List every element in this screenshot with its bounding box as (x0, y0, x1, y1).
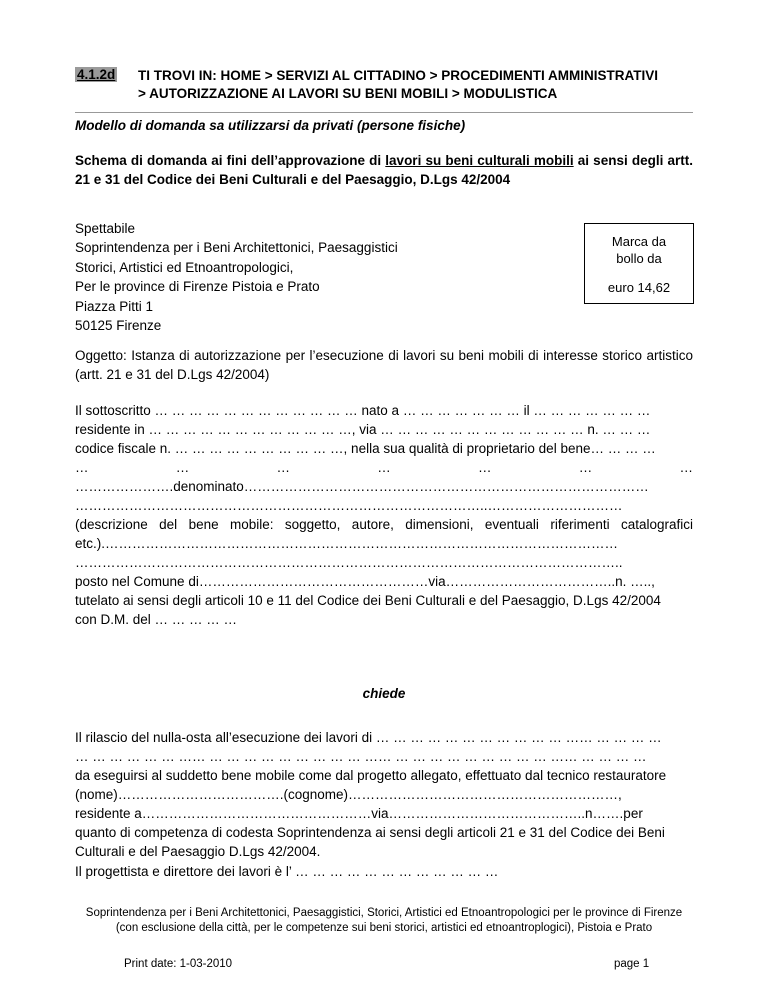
request-line: quanto di competenza di codesta Soprintendenza ai sensi degli articoli 21 e 31 del Codice dei Beni (75, 825, 665, 840)
section-code: 4.1.2d (77, 67, 116, 82)
revenue-stamp-box (584, 223, 694, 304)
address-line: Storici, Artistici ed Etnoantropologici, (75, 259, 294, 275)
body-line: ………………………………………………………………………………………………………….. (75, 555, 623, 570)
footer-line: (con esclusione della città, per le competenze sui beni storici, artistici ed etnoantroplogici), Pistoia e Prato (115, 922, 653, 934)
stamp-line: Marca da (611, 234, 667, 249)
body-paragraph: (descrizione del bene mobile: soggetto, autore, dimensioni, eventuali riferimenti catalografici etc.).…………………………………………………………………………………………………… (75, 517, 693, 551)
breadcrumb (138, 67, 698, 103)
request-line: (nome)……………………………….(cognome)……………………………………………………, (75, 787, 622, 802)
request-line: Culturali e del Paesaggio D.Lgs 42/2004. (75, 844, 321, 859)
address-line: Piazza Pitti 1 (75, 298, 154, 314)
address-line: Spettabile (75, 221, 136, 236)
form-subtitle: Modello di domanda sa utilizzarsi da privati (persone fisiche) (75, 118, 466, 133)
dots-cell: … (578, 460, 593, 475)
address-line: 50125 Firenze (75, 318, 162, 334)
body-line-dots (75, 458, 693, 477)
print-date: Print date: 1-03-2010 (124, 958, 233, 970)
body-line: ………………………………………………………………………………..………………………… (75, 498, 623, 513)
request-paragraph (75, 728, 693, 861)
schema-title-underlined: lavori su beni culturali mobili (385, 153, 574, 168)
request-line: da eseguirsi al suddetto bene mobile come dal progetto allegato, effettuato dal tecnico restauratore (75, 768, 667, 783)
applicant-details (75, 401, 693, 629)
dots-cell: … (75, 460, 89, 475)
schema-title (75, 151, 693, 189)
schema-title-part1: Schema di domanda ai fini dell’approvazione di (75, 153, 386, 168)
body-line: residente in … … … … … … … … … … … …, via … … … … … … … … … … … … n. … … … (75, 422, 651, 437)
address-line: Soprintendenza per i Beni Architettonici, Paesaggistici (75, 240, 398, 256)
dots-cell: … (679, 460, 693, 475)
dots-cell: … (478, 460, 492, 475)
oggetto-paragraph: Oggetto: Istanza di autorizzazione per l’esecuzione di lavori su beni mobili di interesse storico artistico (artt. 21 e 31 del D.Lgs 42/2004) (75, 348, 693, 382)
page-number: page 1 (614, 958, 650, 970)
dots-cell: … (276, 460, 290, 475)
body-line: ………………….denominato……………………………………………………………………………… (75, 479, 649, 494)
request-line: Il rilascio del nulla-osta all’esecuzione dei lavori di … … … … … … … … … … … …… … … … … (75, 730, 662, 745)
recipient-address (75, 219, 555, 335)
header-divider (75, 112, 693, 113)
address-line: Per le province di Firenze Pistoia e Prato (75, 279, 320, 295)
dots-cell: … (175, 460, 190, 475)
body-line: con D.M. del … … … … … (75, 612, 238, 627)
breadcrumb-line-1: TI TROVI IN: HOME > SERVIZI AL CITTADINO > PROCEDIMENTI AMMINISTRATIVI (138, 68, 659, 83)
body-line: posto nel Comune di……………………………………………via………………………………..n. ….., (75, 574, 655, 589)
body-line: codice fiscale n. … … … … … … … … … …, nella sua qualità di proprietario del bene… … … … (75, 441, 656, 456)
request-line: residente a……………………………………………via……………………………………..n…….per (75, 806, 643, 821)
page-footer (60, 906, 708, 936)
request-line: … … … … … … …… … … … … … … … … … …… … … … … … … … … … …… … … … … (75, 749, 647, 764)
body-line: tutelato ai sensi degli articoli 10 e 11 del Codice dei Beni Culturali e del Paesaggio, D.Lgs 42/2004 (75, 593, 661, 608)
body-line: Il sottoscritto … … … … … … … … … … … … nato a … … … … … … … il … … … … … … … (75, 403, 651, 418)
footer-line: Soprintendenza per i Beni Architettonici, Paesaggistici, Storici, Artistici ed Etnoantropologici per le province di Firenze (85, 907, 683, 919)
stamp-amount: euro 14,62 (607, 280, 671, 295)
stamp-line: bollo da (616, 251, 662, 266)
breadcrumb-line-2: > AUTORIZZAZIONE AI LAVORI SU BENI MOBILI > MODULISTICA (138, 86, 558, 101)
progettista-line: Il progettista e direttore dei lavori è l’ … … … … … … … … … … … … (75, 864, 499, 879)
dots-cell: … (377, 460, 391, 475)
chiede-heading: chiede (362, 686, 406, 701)
schema-title-part2: ai sensi degli artt. 21 e 31 del Codice dei Beni Culturali e del Paesaggio, D.Lgs 42/2004 (75, 153, 693, 187)
